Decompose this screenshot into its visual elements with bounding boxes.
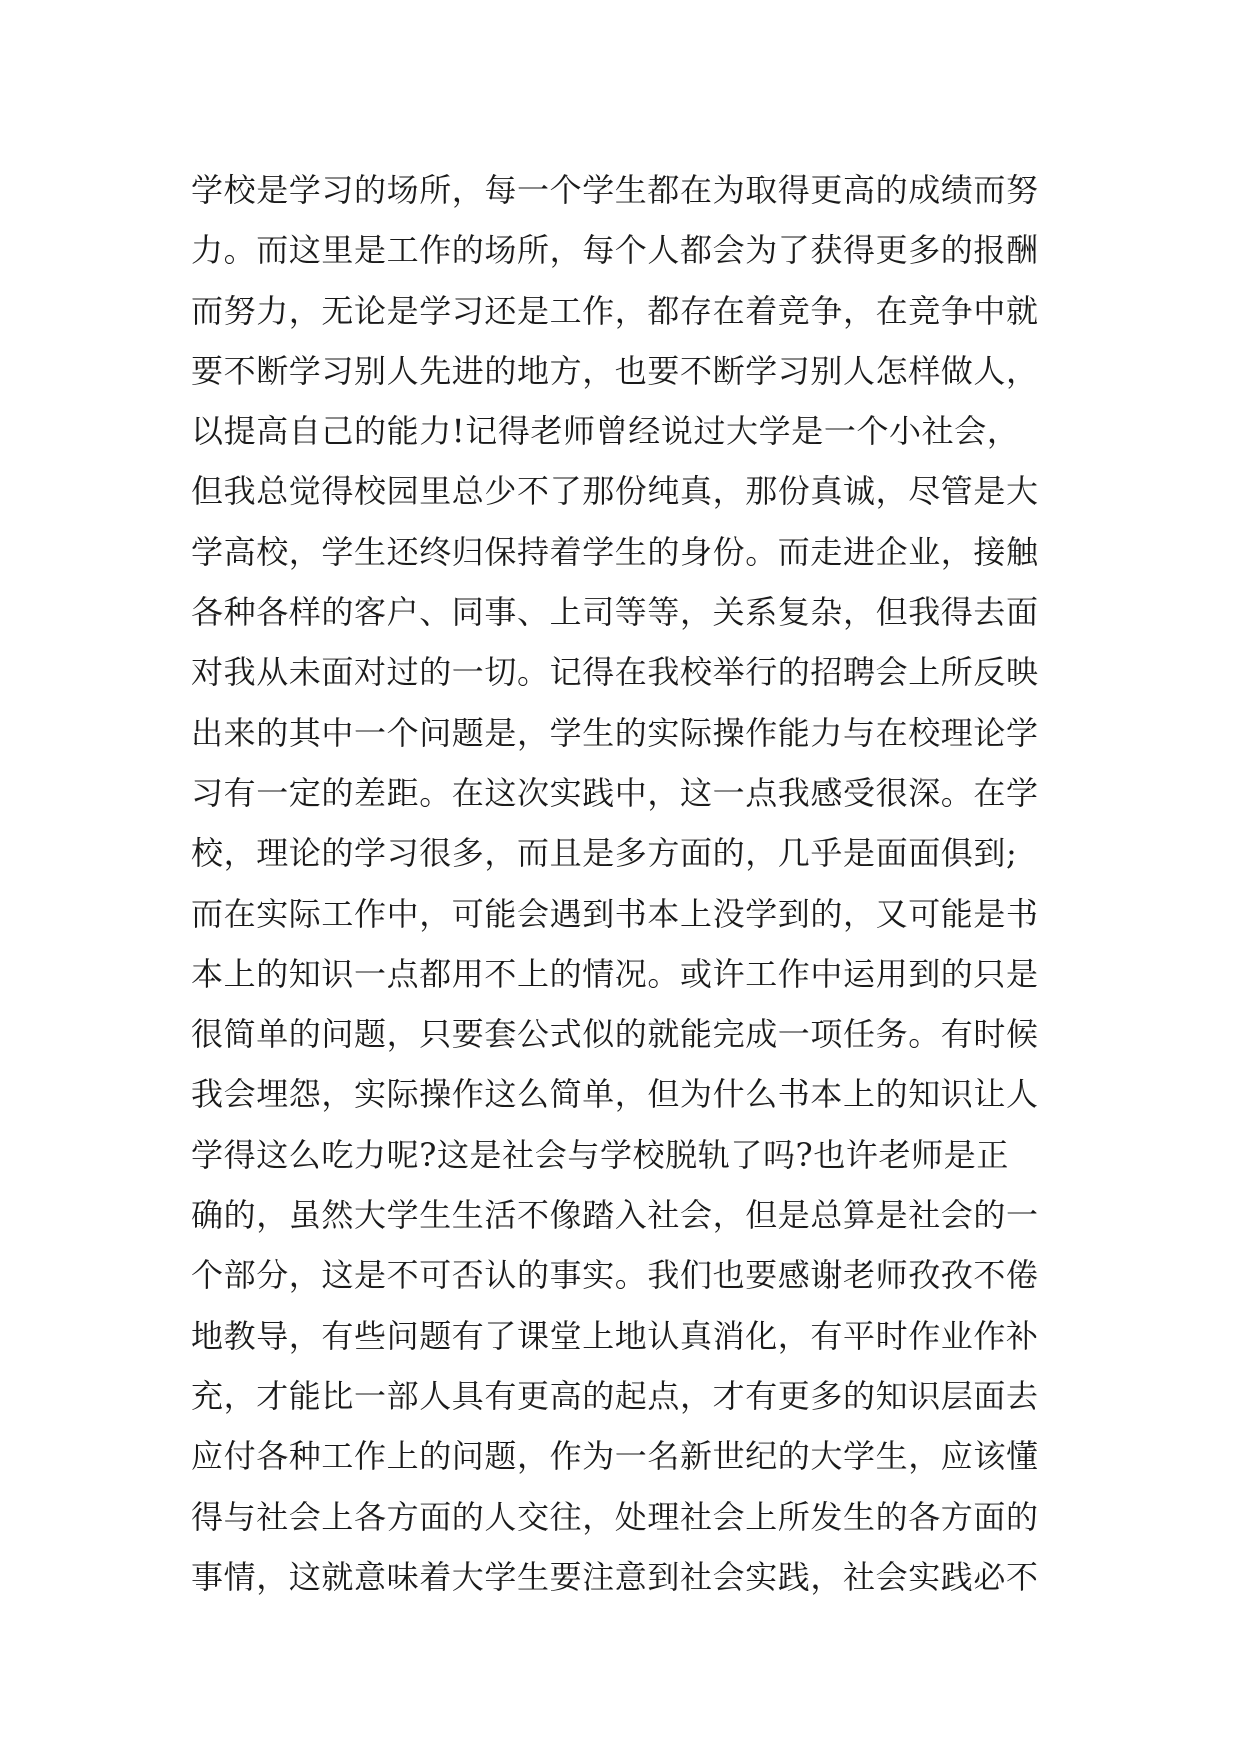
body-text: [191, 160, 1061, 1607]
text-line: 以提高自己的能力!记得老师曾经说过大学是一个小社会，: [191, 412, 1020, 451]
text-line: 地教导，有些问题有了课堂上地认真消化，有平时作业作补: [191, 1316, 1039, 1355]
text-line: 对我从未面对过的一切。记得在我校举行的招聘会上所反映: [191, 653, 1039, 692]
text-line: 各种各样的客户、同事、上司等等，关系复杂，但我得去面: [191, 593, 1039, 632]
text-line: 出来的其中一个问题是，学生的实际操作能力与在校理论学: [191, 713, 1039, 752]
text-line: 要不断学习别人先进的地方，也要不断学习别人怎样做人，: [191, 351, 1039, 390]
text-line: 学高校，学生还终归保持着学生的身份。而走进企业，接触: [191, 532, 1039, 571]
text-line: 习有一定的差距。在这次实践中，这一点我感受很深。在学: [191, 773, 1039, 812]
text-line: 很简单的问题，只要套公式似的就能完成一项任务。有时候: [191, 1015, 1039, 1054]
text-line: 事情，这就意味着大学生要注意到社会实践，社会实践必不: [191, 1557, 1039, 1596]
text-line: 学得这么吃力呢?这是社会与学校脱轨了吗?也许老师是正: [191, 1135, 1009, 1174]
text-line: 充，才能比一部人具有更高的起点，才有更多的知识层面去: [191, 1376, 1039, 1415]
text-line: 确的，虽然大学生生活不像踏入社会，但是总算是社会的一: [191, 1196, 1039, 1235]
text-line: 但我总觉得校园里总少不了那份纯真，那份真诚，尽管是大: [191, 472, 1039, 511]
text-line: 我会埋怨，实际操作这么简单，但为什么书本上的知识让人: [191, 1075, 1039, 1114]
text-line: 个部分，这是不可否认的事实。我们也要感谢老师孜孜不倦: [191, 1256, 1039, 1295]
text-line: 力。而这里是工作的场所，每个人都会为了获得更多的报酬: [191, 231, 1039, 270]
text-line: 学校是学习的场所，每一个学生都在为取得更高的成绩而努: [191, 171, 1039, 209]
text-line: 应付各种工作上的问题，作为一名新世纪的大学生，应该懂: [191, 1437, 1039, 1476]
text-line: 而在实际工作中，可能会遇到书本上没学到的，又可能是书: [191, 894, 1039, 933]
text-line: 得与社会上各方面的人交往，处理社会上所发生的各方面的: [191, 1497, 1039, 1536]
text-line: 校，理论的学习很多，而且是多方面的，几乎是面面俱到;: [191, 834, 1018, 873]
text-line: 而努力，无论是学习还是工作，都存在着竞争，在竞争中就: [191, 291, 1039, 330]
text-line: 本上的知识一点都用不上的情况。或许工作中运用到的只是: [191, 954, 1039, 993]
